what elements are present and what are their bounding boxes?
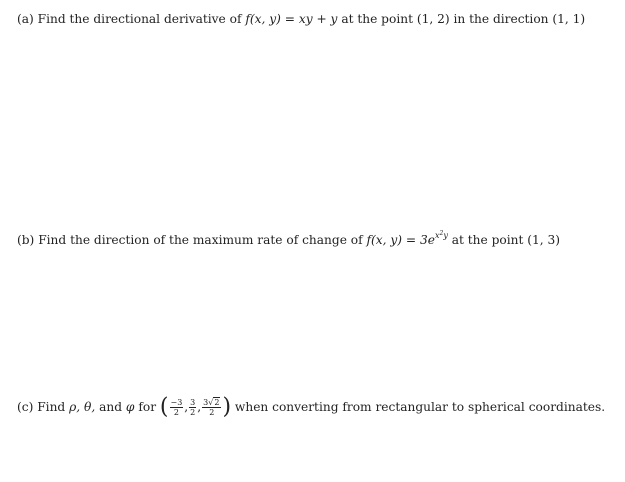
problem-a-text: Find the directional derivative of <box>37 12 242 26</box>
problem-a-point: (1, 2) <box>416 12 450 26</box>
problem-a-text-dir: in the direction <box>453 12 549 26</box>
fraction-2 <box>189 398 196 417</box>
for-text: for <box>138 400 157 414</box>
paren-open: ( <box>159 394 169 420</box>
fraction-1 <box>170 398 184 417</box>
fraction-3-den: 2 <box>209 408 215 417</box>
phi-symbol: φ <box>125 400 135 414</box>
problem-b-function-lhs: f(x, y) = 3e <box>366 233 435 247</box>
problem-a-function: f(x, y) = xy + y <box>245 12 338 26</box>
sqrt-radicand: 2 <box>214 398 220 407</box>
sqrt-sign: √2 <box>208 398 220 407</box>
problem-b-text-mid: at the point <box>451 233 524 247</box>
problem-a-direction: (1, 1) <box>552 12 586 26</box>
fraction-1-den: 2 <box>173 408 179 417</box>
fraction-1-num: −3 <box>170 398 183 407</box>
fraction-2-den: 2 <box>190 408 196 417</box>
problem-b-label: (b) <box>17 233 35 247</box>
exponent-base: x <box>434 231 440 240</box>
paren-close: ) <box>222 394 232 420</box>
fraction-3-num <box>202 398 221 408</box>
theta-symbol: θ, <box>84 400 96 414</box>
problem-a-label: (a) <box>17 12 34 26</box>
fraction-3-coef: 3 <box>203 398 209 407</box>
problem-c-label: (c) <box>17 400 34 414</box>
and-text: and <box>99 400 123 414</box>
problem-c-text-after: when converting from rectangular to spherical coordinates. <box>234 400 606 414</box>
problem-a-text-mid: at the point <box>341 12 413 26</box>
problem-a <box>17 11 617 27</box>
exponent-power: 2 <box>439 230 444 237</box>
problem-b-point: (1, 3) <box>527 233 561 247</box>
problem-b-text: Find the direction of the maximum rate of change of <box>38 233 363 247</box>
problem-c: (c) Find ρ, θ, and φ for ( $\frac{-3}{2}$ , $\frac{3}{2}$ , $\frac{3√2}{2}$ ) when converting from rectangular to spherical coordinates. <box>17 394 606 420</box>
exponent-tail: y <box>443 231 448 240</box>
fraction-3 <box>202 398 221 417</box>
problem-b-function <box>366 230 448 247</box>
problem-c-text: Find <box>37 400 66 414</box>
fraction-2-num: 3 <box>190 398 196 407</box>
problem-b-exponent <box>435 231 448 240</box>
problem-b <box>17 232 617 248</box>
rho-symbol: ρ, <box>69 400 81 414</box>
